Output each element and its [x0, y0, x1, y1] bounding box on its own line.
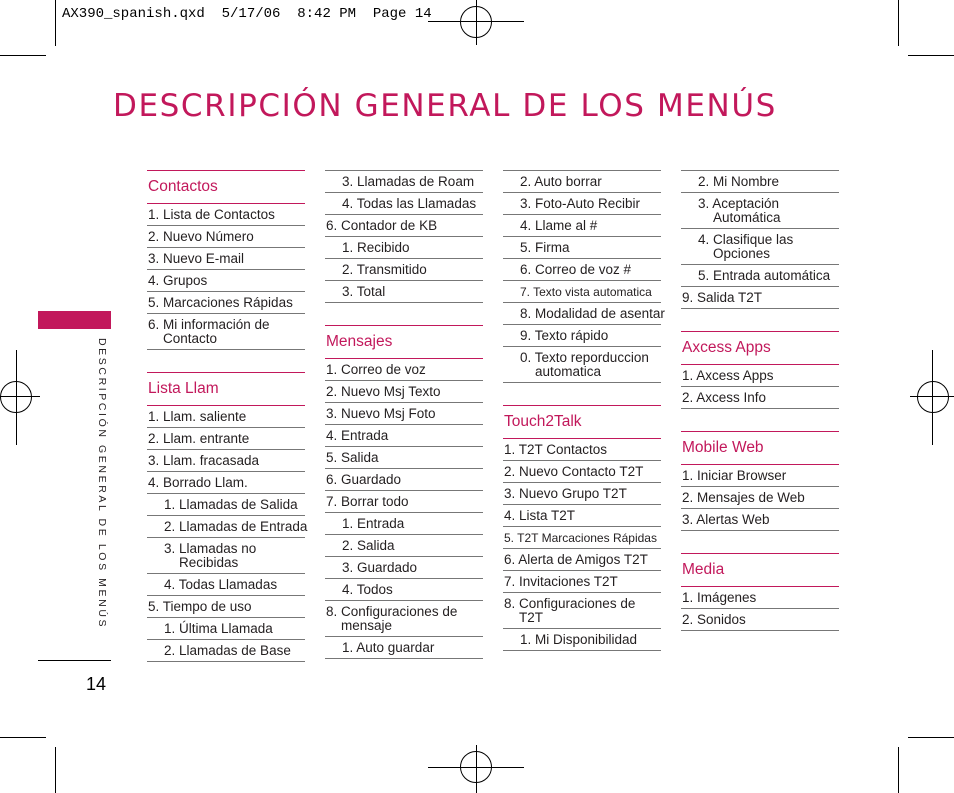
- menu-item-label: 2. Auto borrar: [520, 174, 602, 189]
- menu-item-label: 3. Total: [342, 284, 386, 299]
- menu-item-label: 3. Foto-Auto Recibir: [520, 196, 641, 211]
- menu-column: [325, 170, 483, 659]
- menu-item-label: 6. Correo de voz #: [520, 262, 632, 277]
- menu-item-label: 2. Mi Nombre: [698, 174, 780, 189]
- menu-item-label: 5. T2T Marcaciones Rápidas: [504, 531, 657, 545]
- menu-item: [681, 287, 839, 309]
- menu-item-label: 3. Alertas Web: [682, 512, 770, 527]
- menu-item-label: 1. Correo de voz: [326, 362, 426, 377]
- menu-item: [503, 259, 661, 281]
- menu-item: [325, 170, 483, 193]
- menu-item-label: 2. Axcess Info: [682, 390, 767, 405]
- side-label: DESCRIPCIÓN GENERAL DE LOS MENÚS: [96, 338, 108, 630]
- menu-item: [325, 557, 483, 579]
- menu-item: [147, 226, 305, 248]
- menu-item-label: 6. Alerta de Amigos T2T: [504, 552, 648, 567]
- print-slug: AX390_spanish.qxd 5/17/06 8:42 PM Page 14: [62, 6, 432, 22]
- menu-item: [681, 587, 839, 609]
- menu-item-label: 1. Imágenes: [682, 590, 757, 605]
- menu-item-label-continued: automatica: [535, 364, 602, 379]
- menu-item-label: 9. Salida T2T: [682, 290, 763, 305]
- menu-item-label: 1. Última Llamada: [164, 621, 273, 636]
- menu-item: [681, 170, 839, 193]
- crop-mark: [898, 747, 899, 793]
- menu-item-label: 1. T2T Contactos: [504, 442, 608, 457]
- menu-item-label: 8. Modalidad de asentar: [520, 306, 665, 321]
- section-gap: [681, 409, 839, 431]
- menu-item: [503, 325, 661, 347]
- section-title: Media: [681, 553, 839, 587]
- menu-item-label: 4. Todas Llamadas: [164, 577, 278, 592]
- menu-item: [325, 359, 483, 381]
- menu-item-label: 2. Transmitido: [342, 262, 427, 277]
- menu-item-label-continued: T2T: [519, 610, 544, 625]
- menu-item: [147, 618, 305, 640]
- section-title: Lista Llam: [147, 372, 305, 406]
- menu-item: [503, 593, 661, 629]
- menu-item: [325, 469, 483, 491]
- menu-item-label: 4. Todas las Llamadas: [342, 196, 477, 211]
- menu-item: [325, 193, 483, 215]
- crop-mark: [55, 747, 56, 793]
- menu-item-label: 7. Texto vista automatica: [520, 285, 652, 299]
- menu-item-label: 3. Llam. fracasada: [148, 453, 260, 468]
- menu-item: [681, 509, 839, 531]
- menu-item-label: 2. Nuevo Msj Texto: [326, 384, 441, 399]
- page-title: DESCRIPCIÓN GENERAL DE LOS MENÚS: [113, 88, 777, 124]
- menu-item-label: 1. Entrada: [342, 516, 405, 531]
- menu-item-label: 3. Guardado: [342, 560, 418, 575]
- menu-item-label: 1. Iniciar Browser: [682, 468, 787, 483]
- menu-item-label: 4. Entrada: [326, 428, 389, 443]
- menu-item-label: 2. Mensajes de Web: [682, 490, 805, 505]
- menu-column: [681, 170, 839, 631]
- menu-item: [503, 483, 661, 505]
- menu-item: [325, 237, 483, 259]
- menu-item-label: 2. Sonidos: [682, 612, 746, 627]
- menu-item: [503, 461, 661, 483]
- menu-item: [503, 439, 661, 461]
- menu-item-label: 5. Firma: [520, 240, 570, 255]
- menu-item: [325, 447, 483, 469]
- menu-column: [147, 170, 308, 662]
- section-gap: [325, 303, 483, 325]
- section-gap: [681, 309, 839, 331]
- menu-item-label: 5. Marcaciones Rápidas: [148, 295, 293, 310]
- menu-item-label: 1. Auto guardar: [342, 640, 435, 655]
- menu-item: [325, 215, 483, 237]
- menu-item: [325, 381, 483, 403]
- menu-item-label-continued: mensaje: [341, 618, 393, 633]
- crop-mark: [898, 0, 899, 46]
- menu-item: [147, 640, 305, 662]
- menu-item: [147, 596, 305, 618]
- crop-mark: [908, 55, 954, 56]
- menu-item: [681, 465, 839, 487]
- menu-item: [325, 637, 483, 659]
- menu-item: [681, 387, 839, 409]
- menu-item: [325, 601, 483, 637]
- menu-column: [503, 170, 665, 651]
- section-gap: [681, 531, 839, 553]
- menu-item-label: 4. Llame al #: [520, 218, 598, 233]
- menu-item-label: 8. Configuraciones de: [504, 596, 636, 611]
- menu-item-label: 1. Lista de Contactos: [148, 207, 275, 222]
- side-tab: [38, 311, 111, 329]
- menu-item: [681, 365, 839, 387]
- menu-item: [147, 494, 305, 516]
- menu-item: [325, 579, 483, 601]
- menu-item: [681, 265, 839, 287]
- menu-item-label: 7. Borrar todo: [326, 494, 409, 509]
- menu-item: [325, 513, 483, 535]
- menu-item-label: 9. Texto rápido: [520, 328, 609, 343]
- menu-item: [147, 292, 305, 314]
- menu-item: [503, 629, 661, 651]
- crop-mark: [0, 55, 46, 56]
- menu-item: [147, 574, 305, 596]
- menu-item-label: 6. Mi información de: [148, 317, 270, 332]
- menu-item: [147, 406, 305, 428]
- menu-item: [503, 347, 661, 383]
- menu-item-label-continued: Contacto: [163, 331, 218, 346]
- menu-item-label: 4. Todos: [342, 582, 393, 597]
- menu-item: [503, 527, 661, 549]
- menu-item-label: 6. Contador de KB: [326, 218, 438, 233]
- menu-item: [681, 487, 839, 509]
- menu-item: [681, 609, 839, 631]
- menu-item-label: 4. Lista T2T: [504, 508, 576, 523]
- menu-item-label: 4. Grupos: [148, 273, 208, 288]
- menu-item: [147, 270, 305, 292]
- menu-item-label: 6. Guardado: [326, 472, 402, 487]
- menu-item-label: 1. Recibido: [342, 240, 410, 255]
- menu-item: [325, 425, 483, 447]
- menu-item: [503, 215, 661, 237]
- menu-item-label: 1. Axcess Apps: [682, 368, 774, 383]
- menu-item: [325, 491, 483, 513]
- menu-item-label: 0. Texto reporduccion: [520, 350, 649, 365]
- menu-item: [147, 428, 305, 450]
- menu-item-label: 2. Llam. entrante: [148, 431, 250, 446]
- menu-item: [681, 193, 839, 229]
- menu-item-label: 2. Nuevo Número: [148, 229, 254, 244]
- menu-item-label: 2. Salida: [342, 538, 395, 553]
- menu-item-label: 3. Nuevo Msj Foto: [326, 406, 436, 421]
- menu-item: [503, 237, 661, 259]
- menu-item-label: 1. Llam. saliente: [148, 409, 247, 424]
- menu-item: [325, 259, 483, 281]
- page-number: 14: [86, 674, 107, 694]
- menu-item: [147, 314, 305, 350]
- menu-item-label: 4. Borrado Llam.: [148, 475, 248, 490]
- menu-item-label: 3. Llamadas de Roam: [342, 174, 475, 189]
- crop-mark: [55, 0, 56, 46]
- section-title: Axcess Apps: [681, 331, 839, 365]
- menu-item: [503, 170, 661, 193]
- menu-item: [503, 571, 661, 593]
- crop-mark: [0, 737, 46, 738]
- menu-item: [503, 281, 661, 303]
- menu-item: [325, 403, 483, 425]
- section-title: Contactos: [147, 170, 305, 204]
- menu-item-label: 1. Mi Disponibilidad: [520, 632, 638, 647]
- menu-item-label: 1. Llamadas de Salida: [164, 497, 298, 512]
- menu-item: [503, 505, 661, 527]
- menu-item-label: 5. Entrada automática: [698, 268, 831, 283]
- menu-item-label: 3. Aceptación: [698, 196, 780, 211]
- menu-item: [147, 538, 305, 574]
- menu-item-label: 5. Salida: [326, 450, 379, 465]
- menu-item: [503, 193, 661, 215]
- menu-item-label: 2. Llamadas de Base: [164, 643, 291, 658]
- menu-item-label: 3. Nuevo E-mail: [148, 251, 245, 266]
- side-divider: [38, 660, 111, 661]
- crop-mark: [908, 737, 954, 738]
- menu-item-label: 3. Llamadas no: [164, 541, 257, 556]
- menu-item-label: 3. Nuevo Grupo T2T: [504, 486, 627, 501]
- menu-item: [147, 204, 305, 226]
- menu-item-label: 7. Invitaciones T2T: [504, 574, 618, 589]
- section-title: Mensajes: [325, 325, 483, 359]
- menu-item-label-continued: Opciones: [713, 246, 771, 261]
- menu-item-label: 2. Nuevo Contacto T2T: [504, 464, 644, 479]
- menu-item: [147, 516, 308, 538]
- menu-item: [325, 535, 483, 557]
- menu-item: [503, 549, 661, 571]
- menu-item: [325, 281, 483, 303]
- section-gap: [147, 350, 305, 372]
- menu-item: [681, 229, 839, 265]
- menu-item-label: 4. Clasifique las: [698, 232, 794, 247]
- section-gap: [503, 383, 661, 405]
- menu-item-label: 5. Tiempo de uso: [148, 599, 252, 614]
- menu-item: [503, 303, 665, 325]
- section-title: Mobile Web: [681, 431, 839, 465]
- menu-item: [147, 450, 305, 472]
- menu-item: [147, 472, 305, 494]
- menu-item-label: 2. Llamadas de Entrada: [164, 519, 308, 534]
- menu-item-label-continued: Recibidas: [179, 555, 239, 570]
- menu-item: [147, 248, 305, 270]
- menu-item-label: 8. Configuraciones de: [326, 604, 458, 619]
- section-title: Touch2Talk: [503, 405, 661, 439]
- menu-item-label-continued: Automática: [713, 210, 781, 225]
